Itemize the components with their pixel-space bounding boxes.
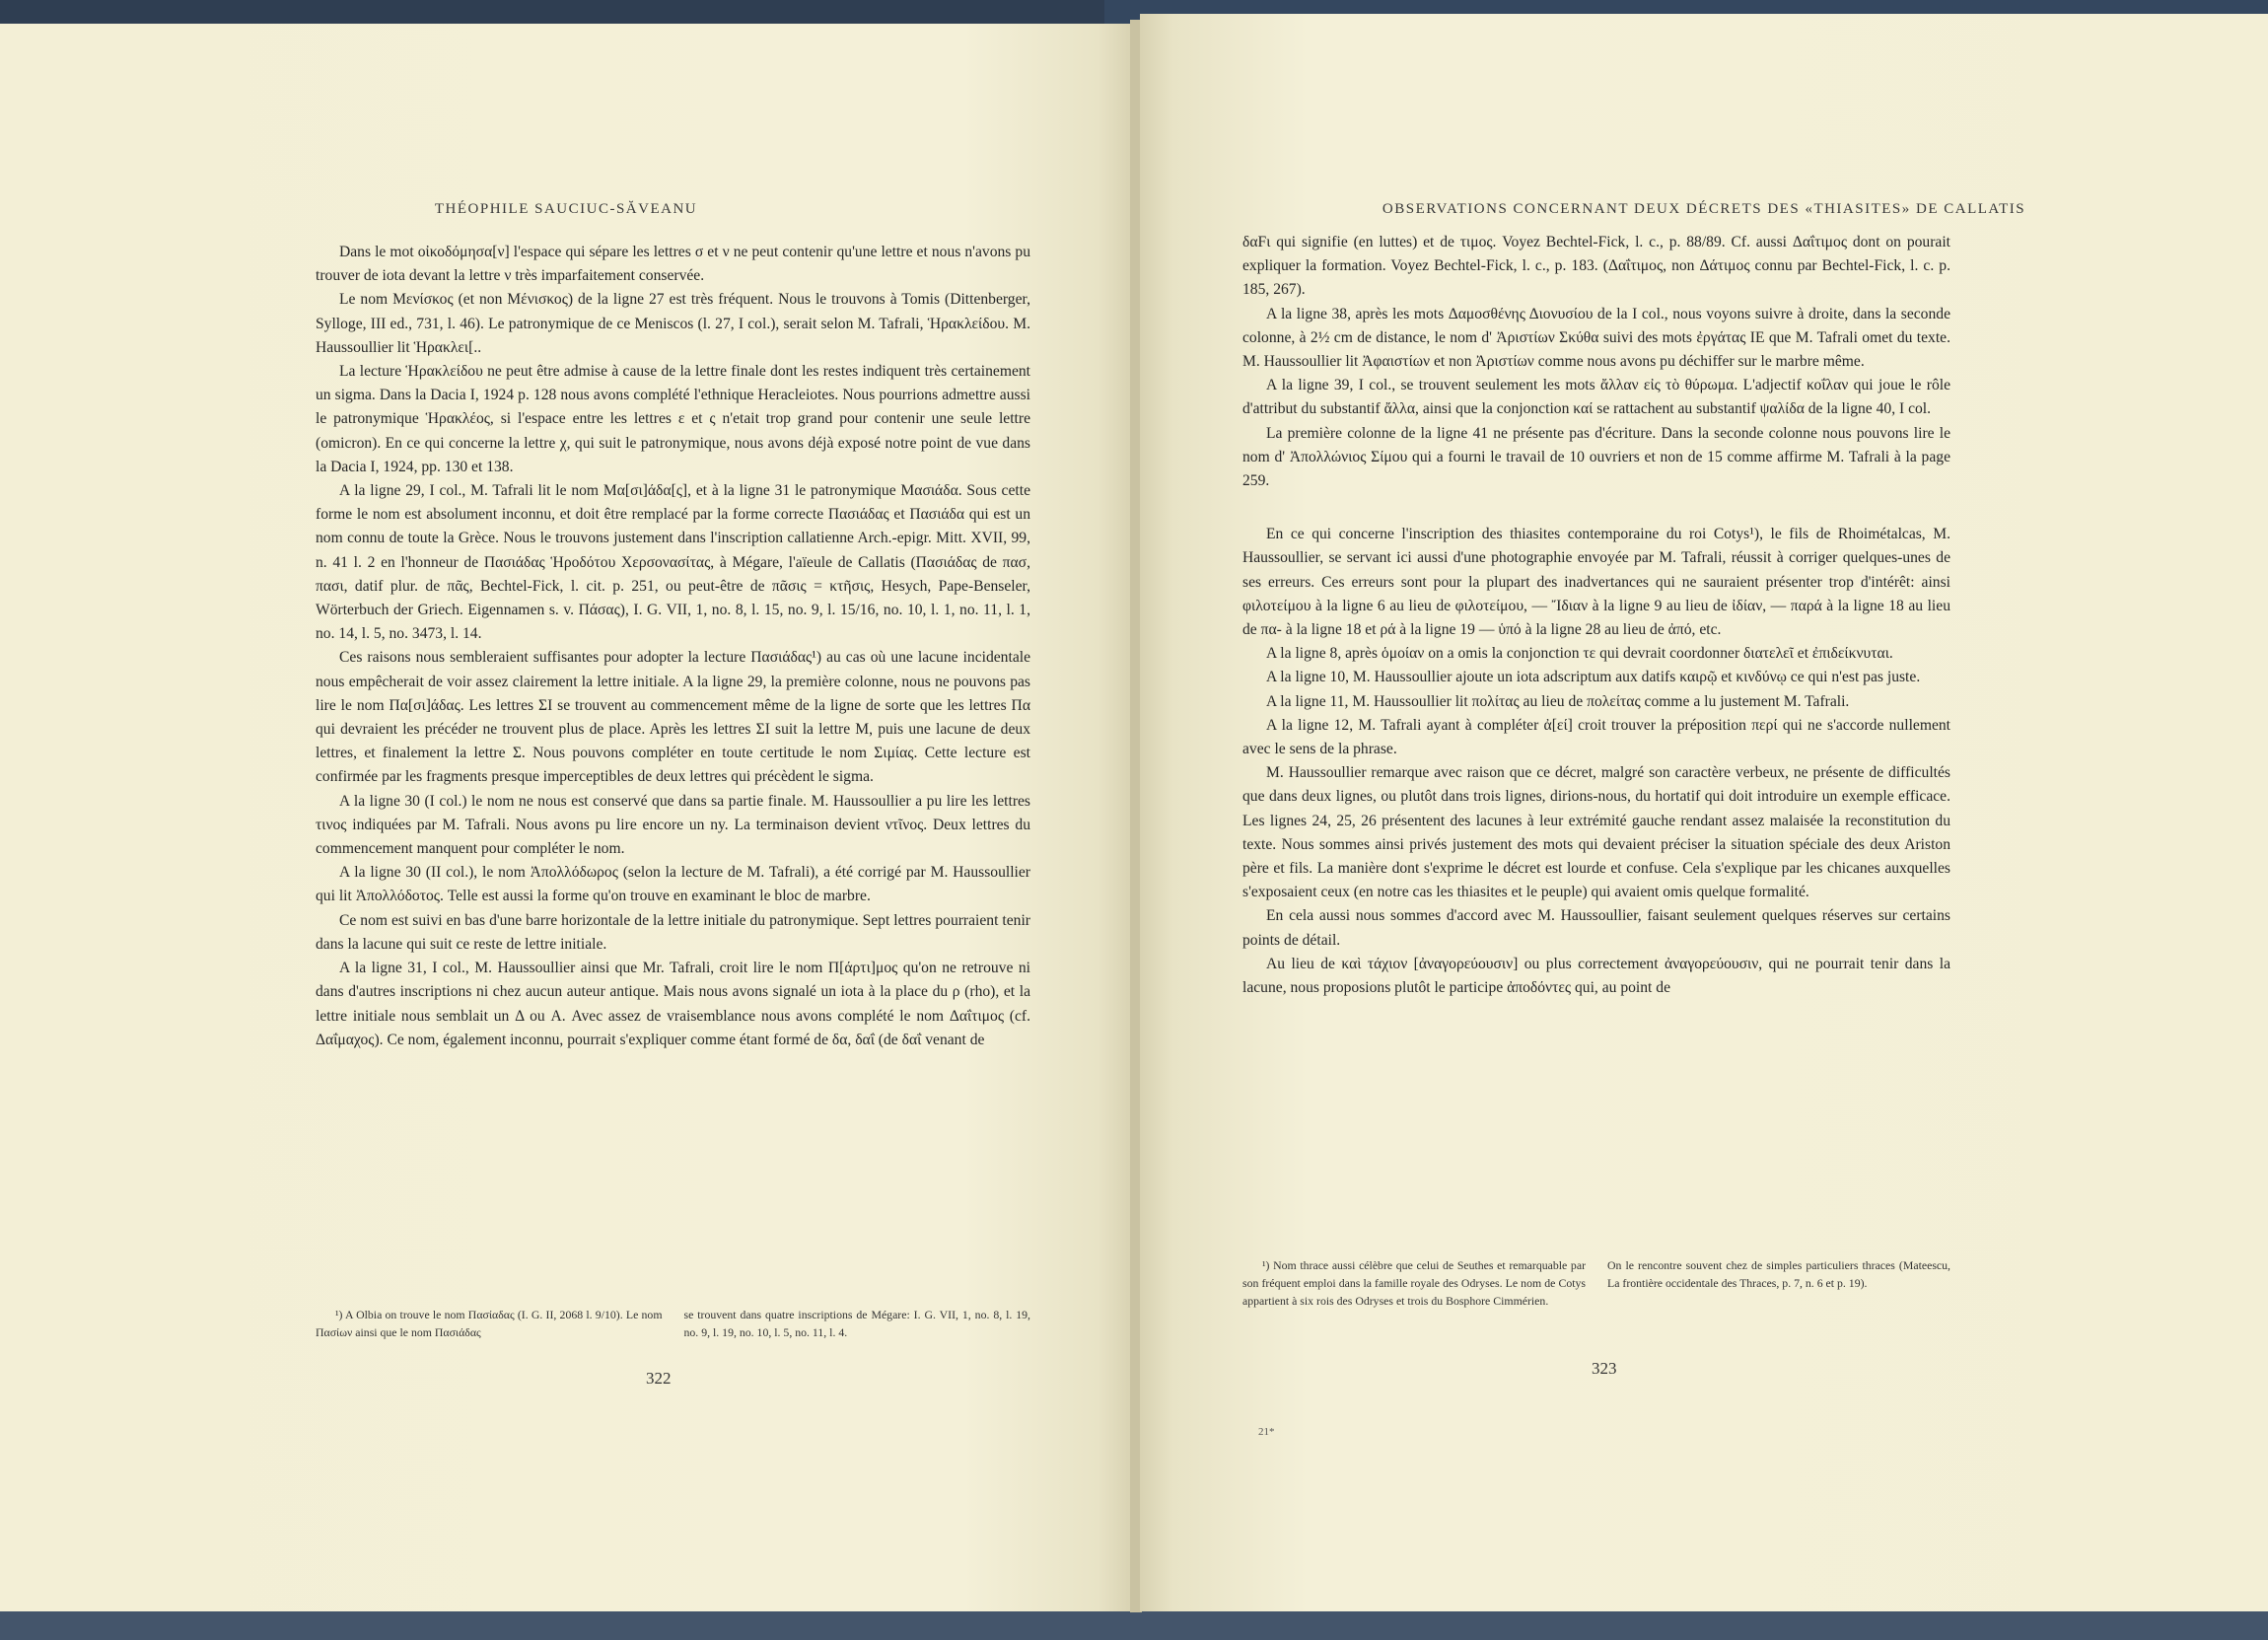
right-page <box>1140 14 2268 1611</box>
paragraph: M. Haussoullier remarque avec raison que ce décret, malgré son caractère verbeux, ne présente de difficultés que dans deux lignes, ou plutôt dans trois lignes, dirions-nous, du hortatif qui doit introduire un exemple efficace. Les lignes 24, 25, 26 présentent des lacunes à leur extrémité gauche rendant assez malaisée la reconstitution du texte. Nous sommes ainsi privés justement des mots qui devaient préciser la situation spéciale des deux Ariston père et fils. La manière dont s'exprime le décret est lourde et confuse. Cela s'explique par les chicanes auxquelles s'exposaient ceux (en notre cas les thiasites et le peuple) qui avaient omis quelque formalité. <box>1242 764 1950 901</box>
printer-signature-mark: 21* <box>1258 1426 1275 1438</box>
paragraph: Ces raisons nous sembleraient suffisantes pour adopter la lecture Πασιάδας¹) au cas où une lacune incidentale nous empêcherait de voir assez clairement la lettre initiale. A la ligne 29, la première colonne, nous ne pouvons pas lire le nom Πα[σι]άδας. Les lettres ΣΙ se trouvent au commencement même de la ligne de sorte que les lettres Πα qui devraient les précéder ne trouvent plus de place. Après les lettres ΣΙ suit la lettre Μ, puis une lacune de deux lettres, et finalement la lettre Σ. Nous pouvons compléter en toute certitude le nom Σιμίας. Cette lecture est confirmée par les fragments presque imperceptibles de deux lettres qui précèdent le sigma. <box>316 649 1030 786</box>
paragraph: Le nom Μενίσκος (et non Μένισκος) de la ligne 27 est très fréquent. Nous le trouvons à Tomis (Dittenberger, Sylloge, III ed., 731, l. 46). Le patronymique de ce Meniscos (l. 27, I col.), serait selon M. Tafrali, Ἡρακλείδου. M. Haussoullier lit Ἡρακλει[.. <box>316 291 1030 356</box>
paragraph: A la ligne 12, M. Tafrali ayant à compléter ἀ[εί] croit trouver la préposition περί qui ne s'accorde nullement avec le sens de la phrase. <box>1242 716 1950 758</box>
paragraph: A la ligne 8, après ὁμοίαν on a omis la conjonction τε qui devrait coordonner διατελεῖ et ἐπιδείκνυται. <box>1266 645 1893 663</box>
paragraph: A la ligne 10, M. Haussoullier ajoute un iota adscriptum aux datifs καιρῷ et κινδύνῳ ce qui n'est pas juste. <box>1266 669 1921 686</box>
paragraph: δαFι qui signifie (en luttes) et de τιμος. Voyez Bechtel-Fick, l. c., p. 88/89. Cf. aussi Δαΐτιμος dont on pourait expliquer la formation. Voyez Bechtel-Fick, l. c., p. 183. (Δαΐτιμος, non Δάτιμος connu par Bechtel-Fick, l. c. p. 185, 267). <box>1242 234 1950 299</box>
paragraph: A la ligne 31, I col., M. Haussoullier ainsi que Mr. Tafrali, croit lire le nom Π[άρτι]μος qu'on ne retrouve ni dans d'autres inscriptions ni chez aucun auteur antique. Mais nous avons signalé un iota à la place du ρ (rho), et la lettre initiale nous semblait un Δ ou Α. Avec assez de vraisemblance nous avons complété le nom Δαΐτιμος (cf. Δαΐμαχος). Ce nom, également inconnu, pourrait s'expliquer comme étant formé de δα, δαΐ (de δαΐ venant de <box>316 960 1030 1048</box>
footnote: ¹) A Olbia on trouve le nom Πασίαδας (I. G. II, 2068 l. 9/10). Le nom Πασίων ainsi que le nom Πασιάδας <box>316 1308 663 1339</box>
footnote-continuation: On le rencontre souvent chez de simples particuliers thraces (Mateescu, La frontière occidentale des Thraces, p. 7, n. 6 et p. 19). <box>1607 1258 1950 1290</box>
left-page-body <box>316 241 1030 1052</box>
footnotes-right <box>1242 1256 1950 1310</box>
left-page <box>0 24 1132 1611</box>
paragraph: A la ligne 30 (I col.) le nom ne nous est conservé que dans sa partie finale. M. Haussoullier a pu lire les lettres τινος indiquées par M. Tafrali. Nous avons pu lire encore un ny. La terminaison devient ντῖνος. Deux lettres du commencement manquent pour compléter le nom. <box>316 792 1030 858</box>
paragraph: La lecture Ἡρακλείδου ne peut être admise à cause de la lettre finale dont les restes indiquent très certainement un sigma. Dans la Dacia I, 1924 p. 128 nous avons complété l'ethnique Heracleiotes. Nous pourrions admettre aussi le patronymique Ἡρακλέος, si l'espace entre les lettres ε et ς n'etait trop grand pour contenir une seule lettre (omicron). En ce qui concerne la lettre χ, qui suit le patronymique, nous avons déjà exposé notre point de vue dans la Dacia I, 1924, pp. 130 et 138. <box>316 363 1030 475</box>
footnote-continuation: se trouvent dans quatre inscriptions de Mégare: I. G. VII, 1, no. 8, l. 19, no. 9, l. 19, no. 10, l. 5, no. 11, l. 4. <box>683 1308 1030 1339</box>
right-page-body <box>1242 231 1950 1000</box>
page-number-right: 323 <box>1592 1359 1617 1378</box>
paragraph: A la ligne 11, M. Haussoullier lit πολίτας au lieu de πολείτας comme a lu justement M. Tafrali. <box>1266 692 1850 710</box>
paragraph: A la ligne 30 (II col.), le nom Ἀπολλόδωρος (selon la lecture de M. Tafrali), a été corrigé par M. Haussoullier qui lit Ἀπολλόδοτος. Telle est aussi la forme qu'on trouve en examinant le bloc de marbre. <box>316 864 1030 905</box>
paragraph: A la ligne 29, I col., M. Tafrali lit le nom Μα[σι]άδα[ς], et à la ligne 31 le patronymique Μασιάδα. Sous cette forme le nom est absolument inconnu, et doit être remplacé par la forme correcte Πασιάδας et Πασιάδα qui est un nom connu de toute la Grèce. Nous le trouvons justement dans l'inscription callatienne Arch.-epigr. Mitt. XVII, 99, n. 41 l. 2 en l'honneur de Πασιάδας Ἡροδότου Χερσονασίτας, à Mégare, l'aïeule de Callatis (Πασιάδας de πασ, πασι, datif plur. de πᾶς, Bechtel-Fick, l. cit. p. 251, ou peut-être de πᾶσις = κτῆσις, Hesych, Pape-Benseler, Wörterbuch der Griech. Eigennamen s. v. Πάσας), I. G. VII, 1, no. 8, l. 15, no. 9, l. 15/16, no. 10, l. 1, no. 11, l. 1, no. 14, l. 5, no. 3473, l. 14. <box>316 482 1030 643</box>
running-head-right: OBSERVATIONS CONCERNANT DEUX DÉCRETS DES «THIASITES» DE CALLATIS <box>1382 201 2026 217</box>
paragraph: A la ligne 39, I col., se trouvent seulement les mots ἄλλαν εἰς τὸ θύρωμα. L'adjectif κοΐλαν qui joue le rôle d'attribut du substantif ἄλλα, ainsi que la conjonction καί se rattachent au substantif ψαλίδα de la ligne 40, I col. <box>1242 377 1950 418</box>
running-head-left: THÉOPHILE SAUCIUC-SĂVEANU <box>434 201 698 217</box>
paragraph: A la ligne 38, après les mots Δαμοσθένης Διονυσίου de la I col., nous voyons suivre à droite, dans la seconde colonne, à 2½ cm de distance, le nom d' Ἀριστίων Σκύθα suivi des mots ἐργάτας ΙΕ que M. Tafrali omet du texte. M. Haussoullier lit Ἀφαιστίων et non Ἀριστίων comme nous avons pu déchiffer sur le marbre même. <box>1242 305 1950 371</box>
paragraph: En cela aussi nous sommes d'accord avec M. Haussoullier, faisant seulement quelques réserves sur certains points de détail. <box>1242 907 1950 949</box>
page-number-left: 322 <box>646 1369 672 1388</box>
paragraph: La première colonne de la ligne 41 ne présente pas d'écriture. Dans la seconde colonne nous pouvons lire le nom d' Ἀπολλώνιος Σίμου qui a fourni le travail de 10 ouvriers et non de 15 comme affirme M. Tafrali à la page 259. <box>1242 424 1950 490</box>
footnote: ¹) Nom thrace aussi célèbre que celui de Seuthes et remarquable par son fréquent emploi dans la famille royale des Odryses. Le nom de Cotys appartient à six rois des Odryses et trois du Bosphore Cimmérien. <box>1242 1258 1586 1308</box>
paragraph: Ce nom est suivi en bas d'une barre horizontale de la lettre initiale du patronymique. Sept lettres pourraient tenir dans la lacune qui suit ce reste de lettre initiale. <box>316 911 1030 953</box>
paragraph: Dans le mot οἰκοδόμησα[ν] l'espace qui sépare les lettres σ et ν ne peut contenir qu'une lettre et nous n'avons pu trouver de iota devant la lettre ν très imparfaitement conservée. <box>316 244 1030 285</box>
paragraph: En ce qui concerne l'inscription des thiasites contemporaine du roi Cotys¹), le fils de Rhoimétalcas, M. Haussoullier, se servant ici aussi d'une photographie envoyée par M. Tafrali, réussit à corriger quelques-unes de ses erreurs. Ces erreurs sont pour la plupart des inadvertances qui ne sauraient présenter trop d'intérêt: ainsi φιλοτείμου à la ligne 6 au lieu de φιλοτείμου, — Ἴδιαν à la ligne 9 au lieu de ἰδίαν, — παρά à la ligne 18 au lieu de πα- à la ligne 18 et ρά à la ligne 19 — ὑπό à la ligne 28 au lieu de ἀπό, etc. <box>1242 526 1950 639</box>
paragraph: Au lieu de καὶ τάχιον [ἀναγορεύουσιν] ou plus correctement ἀναγορεύουσιν, qui ne pourrait tenir dans la lacune, nous proposions plutôt le participe ἀποδόντες qui, au point de <box>1242 955 1950 997</box>
footnotes-left <box>316 1306 1030 1341</box>
